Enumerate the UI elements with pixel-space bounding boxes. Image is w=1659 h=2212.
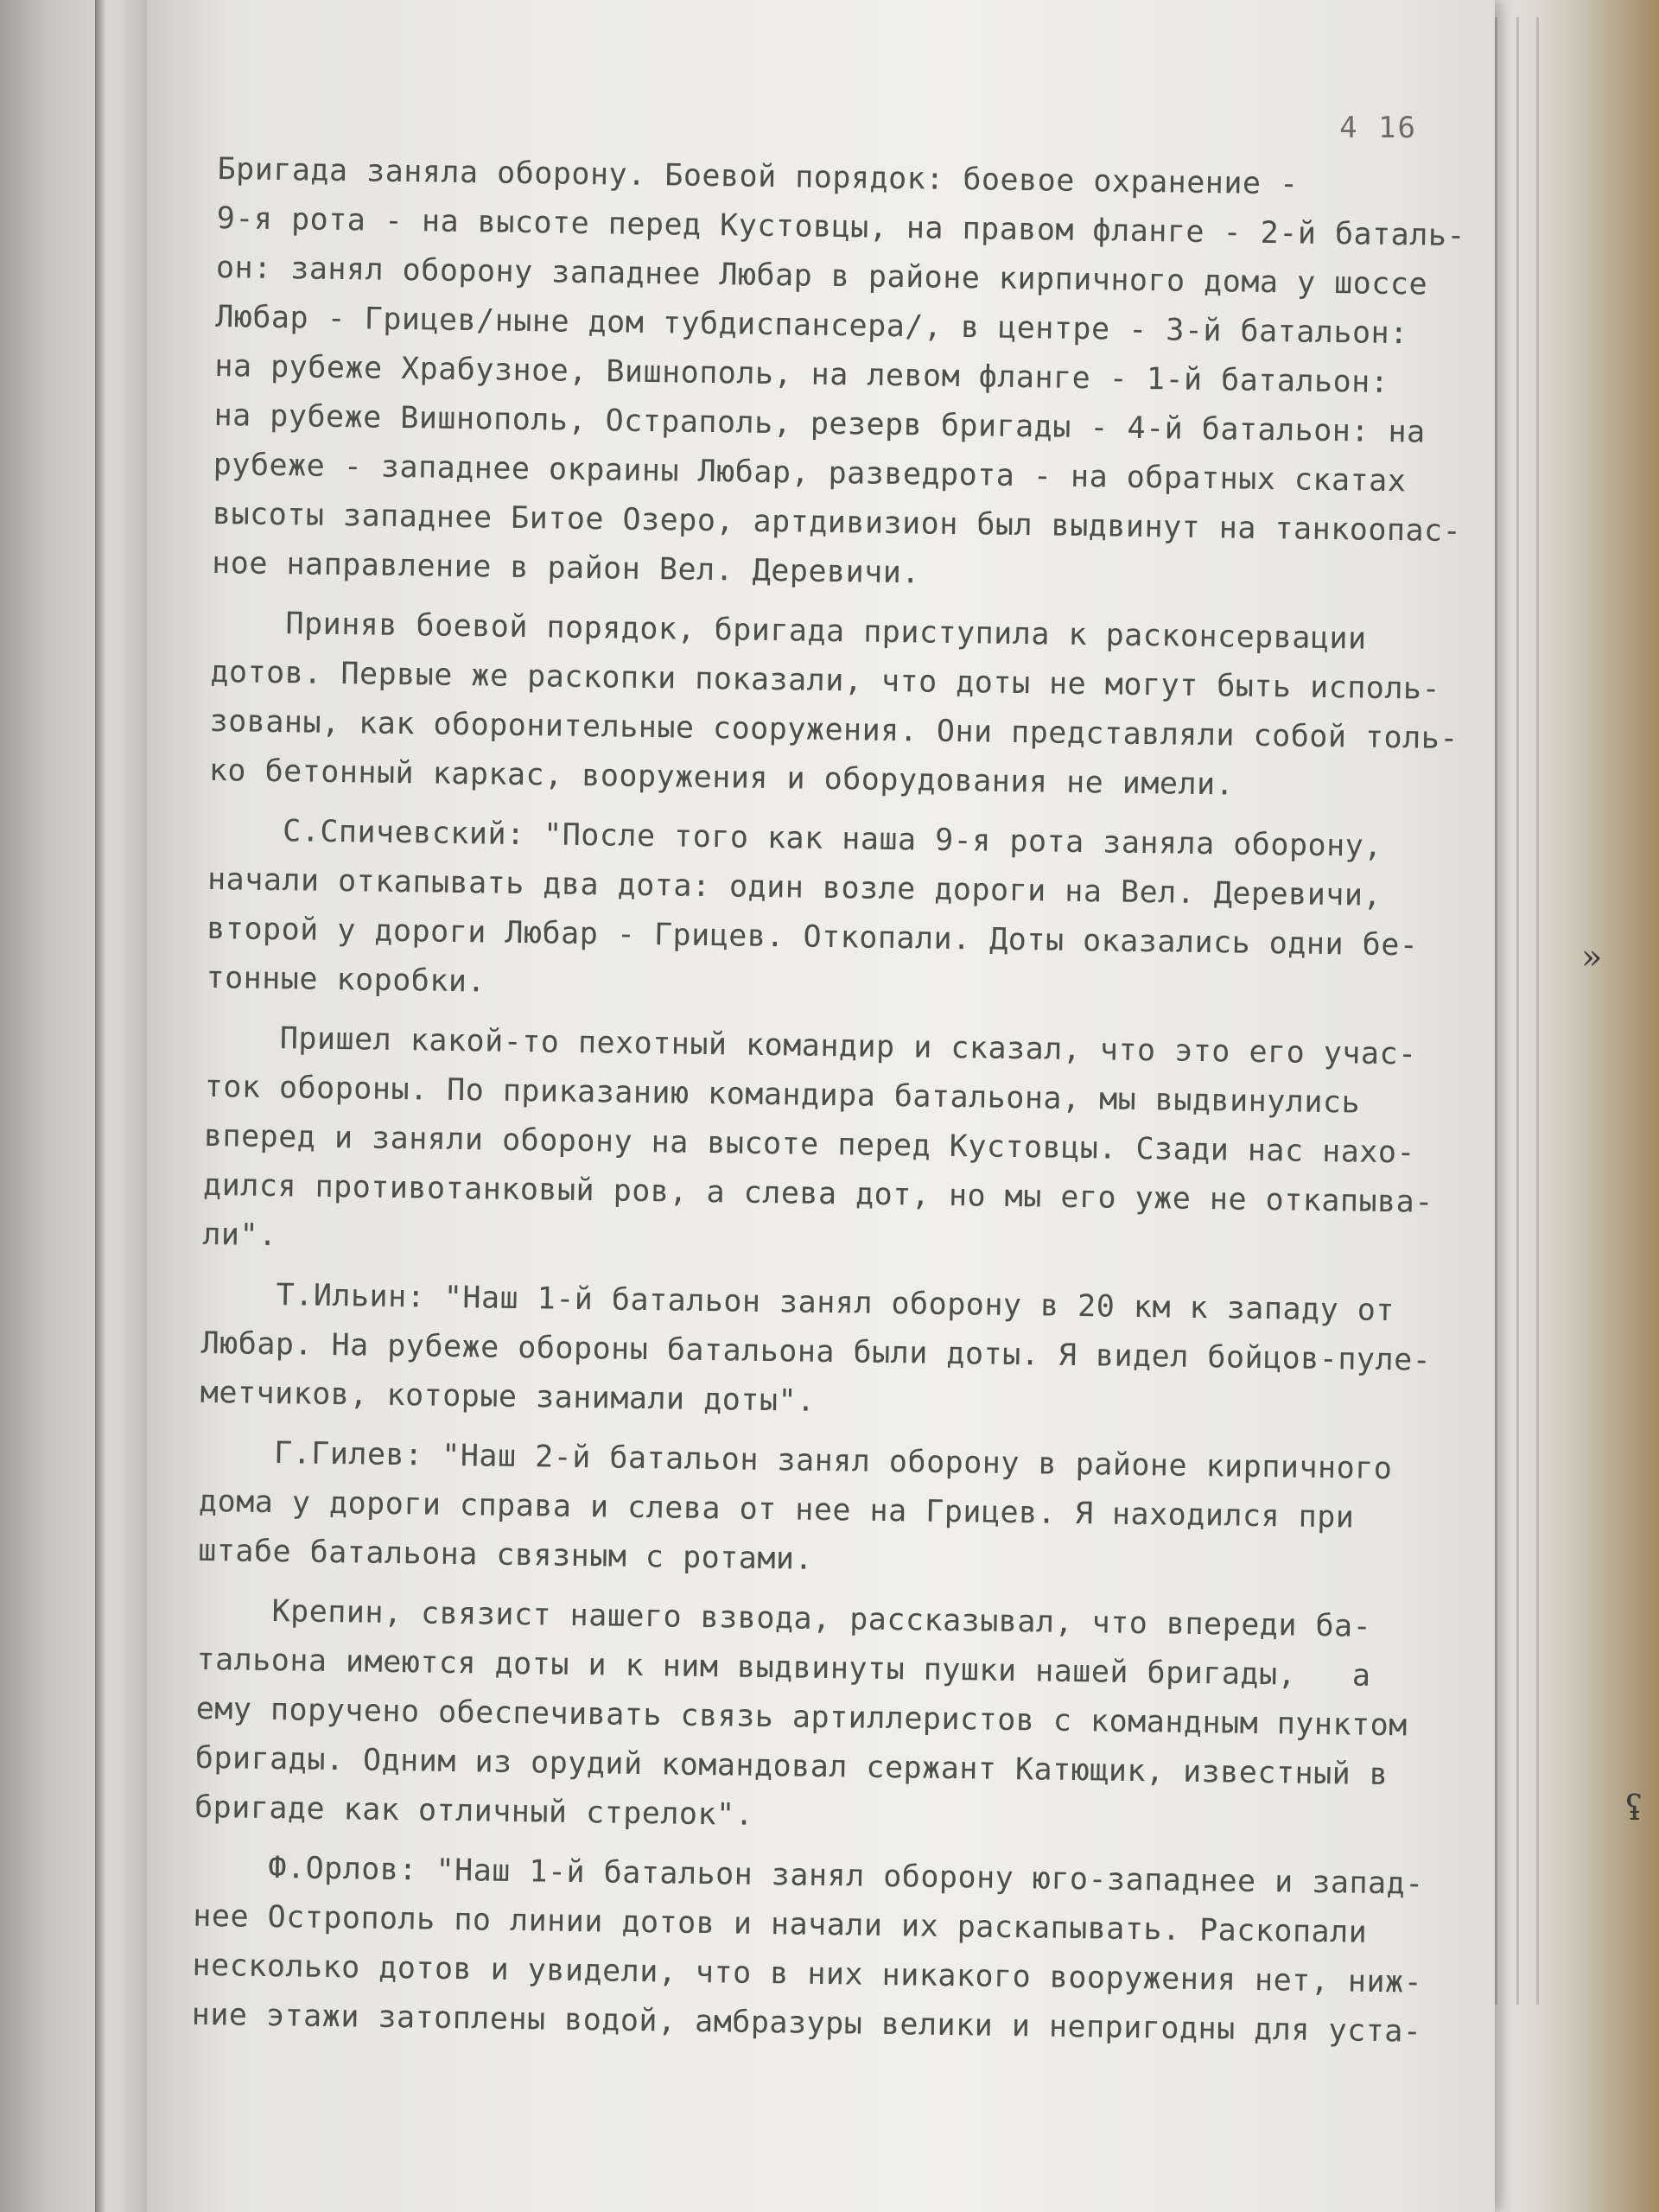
text-line: второй у дороги Любар - Грицев. Откопали. Доты оказались одни бе- [207,911,1419,963]
paragraph [211,145,1466,606]
page-number: 4 16 [1339,111,1417,145]
paragraph [200,1270,1432,1435]
text-line: С.Спичевский: "После того как наша 9-я рота заняла оборону, [207,812,1383,864]
text-line: на рубеже Храбузное, Вишнополь, на левом фланге - 1-й батальон: [214,348,1389,400]
text-line: ко бетонный каркас, вооружения и оборудования не имели. [208,753,1235,803]
text-line: Г.Гилев: "Наш 2-й батальон занял оборону в районе кирпичного [199,1434,1393,1487]
text-line: начали откапывать два дота: один возле дороги на Вел. Деревичи, [207,861,1382,913]
page-stack-edge [1495,17,1497,2005]
text-line: на рубеже Вишнополь, Остраполь, резерв бригады - 4-й батальон: на [213,397,1426,450]
text-line: рубеже - западнее окраины Любар, разведрота - на обратных скатах [213,447,1407,499]
text-line: Любар. На рубеже обороны батальона были доты. Я видел бойцов-пуле- [200,1325,1432,1378]
text-line: бригады. Одним из орудий командовал сержант Катющик, известный в [194,1740,1389,1793]
text-line: ток обороны. По приказанию командира батальона, мы выдвинулись [204,1069,1361,1121]
text-line: Любар - Грицев/ныне дом тубдиспансера/, в центре - 3-й батальон: [214,299,1408,352]
text-line: дома у дороги справа и слева от нее на Грицев. Я находился при [198,1484,1355,1535]
text-line: бригаде как отличный стрелок". [194,1789,754,1833]
book-gutter [0,0,164,2212]
margin-mark: » [1581,938,1603,977]
text-line: штабе батальона связным с ротами. [198,1533,814,1577]
text-line: ное направление в район Вел. Деревичи. [211,545,921,591]
text-line: ему поручено обеспечивать связь артиллеристов с командным пунктом [195,1691,1408,1744]
paragraph [191,1843,1425,2057]
text-line: Пришел какой-то пехотный командир и сказал, что это его учас- [205,1020,1417,1072]
paragraph [202,1014,1433,1277]
text-line: вперед и заняли оборону на высоте перед Кустовцы. Сзади нас нахо- [203,1118,1416,1171]
paragraph [206,806,1435,1020]
text-line: несколько дотов и увидели, что в них никакого вооружения нет, ниж- [192,1948,1423,2000]
gutter-shadow [95,0,105,2212]
text-line: Крепин, связист нашего взвода, рассказывал, что впереди ба- [197,1592,1372,1644]
paragraph [208,599,1459,813]
margin-mark: ʢ [1624,1789,1643,1828]
document-page [147,0,1495,2212]
text-line: тальона имеются доты и к ним выдвинуты пушки нашей бригады, а [196,1642,1371,1694]
paragraph [194,1586,1425,1850]
page-stack-edge [1536,17,1539,2005]
text-line: дотов. Первые же раскопки показали, что доты не могут быть исполь- [210,654,1441,707]
text-line: высоты западнее Битое Озеро, артдивизион был выдвинут на танкоопас- [212,496,1462,550]
text-line: зованы, как оборонительные сооружения. Они представляли собой толь- [209,703,1459,757]
body-text [191,145,1466,2068]
text-line: 9-я рота - на высоте перед Кустовцы, на правом фланге - 2-й баталь- [216,200,1466,254]
paragraph [198,1428,1427,1593]
text-line: дился противотанковый ров, а слева дот, но мы его уже не откапыва- [202,1167,1434,1220]
folder-edge [1469,0,1659,2212]
text-line: он: занял оборону западнее Любар в районе кирпичного дома у шоссе [215,250,1428,302]
text-line: Т.Ильин: "Наш 1-й батальон занял оборону в 20 км к западу от [201,1276,1395,1329]
text-line: Ф.Орлов: "Наш 1-й батальон занял оборону юго-западнее и запад- [193,1849,1425,1902]
text-line: нее Острополь по линии дотов и начали их раскапывать. Раскопали [193,1898,1368,1950]
text-line: ли". [202,1217,277,1254]
page-stack-edge [1516,17,1519,2005]
text-line: тонные коробки. [206,960,486,1000]
text-line: ние этажи затоплены водой, амбразуры велики и непригодны для уста- [191,1997,1422,2050]
text-line: Приняв боевой порядок, бригада приступила к расконсервации [210,605,1367,657]
text-line: метчиков, которые занимали доты". [200,1375,816,1419]
text-line: Бригада заняла оборону. Боевой порядок: боевое охранение - [217,151,1299,202]
